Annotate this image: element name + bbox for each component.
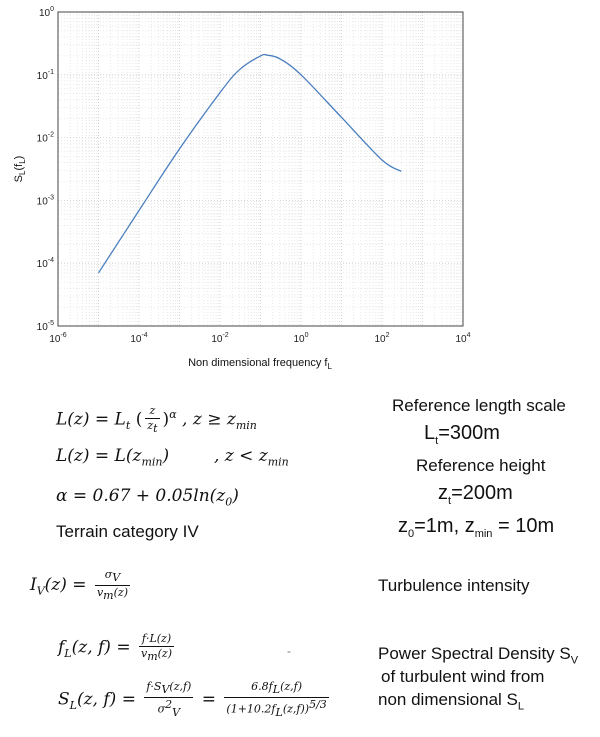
- equation-fL: $f_L(z$, f) = $\frac{f\cdot L(z)}{v_m(z)}$: [58, 632, 173, 664]
- x-tick-label: $10^2$: [374, 332, 390, 345]
- equation-SL: $S_L(z$, f) = $\frac{f\cdot S_V(z,f)}{\sigma^2_V}$ = $\frac{6.8f_L(z,f)}{(1+10.2f_L(z,f))^{5/3}}$: [58, 680, 327, 720]
- equation-length-min: $L(z) = L(z_{min})$ , $z < z_{min}$: [56, 446, 289, 469]
- terrain-category: Terrain category IV: [56, 522, 199, 541]
- y-tick-label: $10^{-1}$: [36, 68, 54, 82]
- equation-length-scale: $L(z) = L_t$ ( $\frac{z}{z_t}$ )$^\alpha$ , $z \ge z_{min}$: [56, 404, 257, 436]
- y-axis-label: $S_L(f_L)$: [13, 155, 27, 183]
- x-tick-label: $10^{-2}$: [211, 332, 229, 345]
- ref-height-label: Reference height: [416, 456, 546, 475]
- equation-turbulence-intensity: $I_V(z)$ = $\frac{\sigma_V}{v_m(z)}$: [30, 568, 128, 603]
- ref-length-value: $L_t=300m$: [424, 422, 500, 447]
- x-tick-label: $10^{-4}$: [130, 332, 148, 345]
- x-axis-label: Non dimensional frequency $f_L$: [188, 357, 332, 371]
- dash-mark: -: [287, 644, 291, 658]
- ref-length-label: Reference length scale: [392, 396, 566, 415]
- y-tick-label: $10^{-2}$: [36, 131, 54, 145]
- y-tick-label: $10^{-3}$: [36, 194, 54, 208]
- y-tick-label: $10^{-4}$: [36, 257, 54, 271]
- y-tick-label: $10^{-5}$: [36, 320, 54, 333]
- psd-label-line3: non dimensional $S_L$: [378, 690, 524, 713]
- psd-label-line2: of turbulent wind from: [381, 667, 545, 686]
- y-tick-label: $10^0$: [38, 6, 54, 19]
- x-tick-label: $10^4$: [455, 332, 471, 345]
- ref-height-value: $z_t=200m$: [438, 482, 513, 507]
- x-tick-label: $10^0$: [293, 332, 309, 345]
- equation-alpha: $\alpha = 0.67 + 0.05\ln(z_0)$: [56, 486, 239, 509]
- psd-label-line1: Power Spectral Density $S_V$: [378, 644, 579, 667]
- x-tick-label: $10^{-6}$: [49, 332, 67, 345]
- turbulence-label: Turbulence intensity: [378, 576, 530, 595]
- roughness-values: $z_0=1m$, $z_{min} = 10m$: [398, 515, 555, 540]
